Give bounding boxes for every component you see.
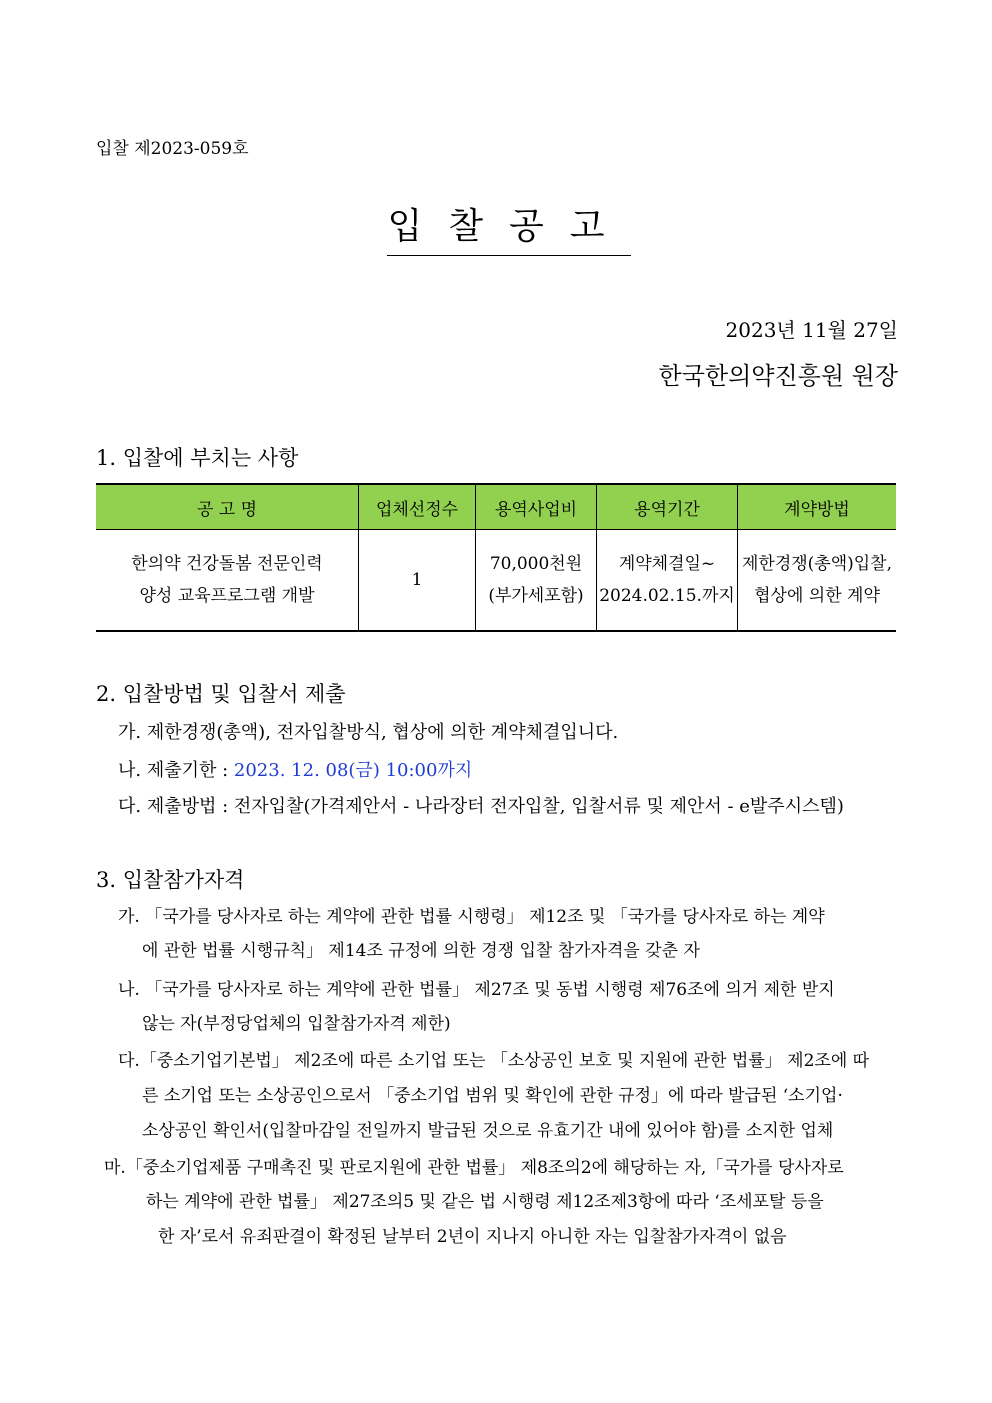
qual-ma-line1: 마.「중소기업제품 구매촉진 및 판로지원에 관한 법률」 제8조의2에 해당하는 자,「국가를 당사자로 (104, 1158, 844, 1178)
section2-item-ga: 가. 제한경쟁(총액), 전자입찰방식, 협상에 의한 계약체결입니다. (118, 722, 619, 743)
cell-method-line2: 협상에 의한 계약 (754, 586, 880, 606)
header-name: 공 고 명 (96, 484, 359, 530)
cell-method-line1: 제한경쟁(총액)입찰, (741, 554, 893, 574)
qual-da-line2: 른 소기업 또는 소상공인으로서 「중소기업 범위 및 확인에 관한 규정」에 따라 발급된 ‘소기업· (142, 1086, 843, 1106)
table-row (96, 530, 896, 632)
issuer-name: 한국한의약진흥원 원장 (658, 362, 898, 390)
section3-heading: 3. 입찰참가자격 (96, 868, 245, 892)
cell-name-line2: 양성 교육프로그램 개발 (139, 586, 315, 606)
table-header-row (96, 484, 896, 530)
cell-count: 1 (359, 530, 476, 632)
header-count: 업체선정수 (359, 484, 476, 530)
qual-na-line2: 않는 자(부정당업체의 입찰참가자격 제한) (142, 1014, 451, 1034)
notice-number: 입찰 제2023-059호 (96, 139, 249, 159)
cell-period-line1: 계약체결일~ (618, 554, 716, 574)
section2-heading: 2. 입찰방법 및 입찰서 제출 (96, 682, 346, 706)
header-method: 계약방법 (738, 484, 897, 530)
header-budget: 용역사업비 (476, 484, 597, 530)
cell-method (738, 530, 897, 632)
qual-ma-line3: 한 자’로서 유죄판결이 확정된 날부터 2년이 지나지 아니한 자는 입찰참가자격이 없음 (158, 1227, 787, 1247)
section2-item-da: 다. 제출방법 : 전자입찰(가격제안서 - 나라장터 전자입찰, 입찰서류 및 제안서 - e발주시스템) (118, 796, 844, 817)
qual-da-line1: 다.「중소기업기본법」 제2조에 따른 소기업 또는 「소상공인 보호 및 지원에 관한 법률」 제2조에 따 (118, 1051, 870, 1071)
deadline-value: 2023. 12. 08(금) 10:00까지 (233, 760, 473, 781)
qual-da-line3: 소상공인 확인서(입찰마감일 전일까지 발급된 것으로 유효기간 내에 있어야 함)를 소지한 업체 (142, 1121, 834, 1141)
cell-name-line1: 한의약 건강돌봄 전문인력 (131, 554, 323, 574)
qual-ga-line2: 에 관한 법률 시행규칙」 제14조 규정에 의한 경쟁 입찰 참가자격을 갖춘 자 (142, 941, 700, 961)
page-title-text: 입찰공고 (387, 198, 630, 256)
cell-budget (476, 530, 597, 632)
page-title (0, 198, 992, 256)
qual-ma-line2: 하는 계약에 관한 법률」 제27조의5 및 같은 법 시행령 제12조제3항에 따라 ‘조세포탈 등을 (146, 1192, 824, 1212)
bid-items-table (96, 483, 896, 632)
cell-name (96, 530, 359, 632)
qual-ga-line1: 가. 「국가를 당사자로 하는 계약에 관한 법률 시행령」 제12조 및 「국가를 당사자로 하는 계약 (118, 907, 825, 927)
section2-item-na (118, 756, 472, 782)
notice-date: 2023년 11월 27일 (725, 318, 898, 342)
header-period: 용역기간 (597, 484, 738, 530)
cell-budget-line2: (부가세포함) (488, 586, 584, 606)
cell-period-line2: 2024.02.15.까지 (599, 586, 735, 606)
deadline-label: 나. 제출기한 : (118, 760, 234, 781)
cell-budget-line1: 70,000천원 (489, 554, 583, 574)
qual-na-line1: 나. 「국가를 당사자로 하는 계약에 관한 법률」 제27조 및 동법 시행령 제76조에 의거 제한 받지 (118, 980, 835, 1000)
cell-period (597, 530, 738, 632)
section1-heading: 1. 입찰에 부치는 사항 (96, 446, 299, 470)
